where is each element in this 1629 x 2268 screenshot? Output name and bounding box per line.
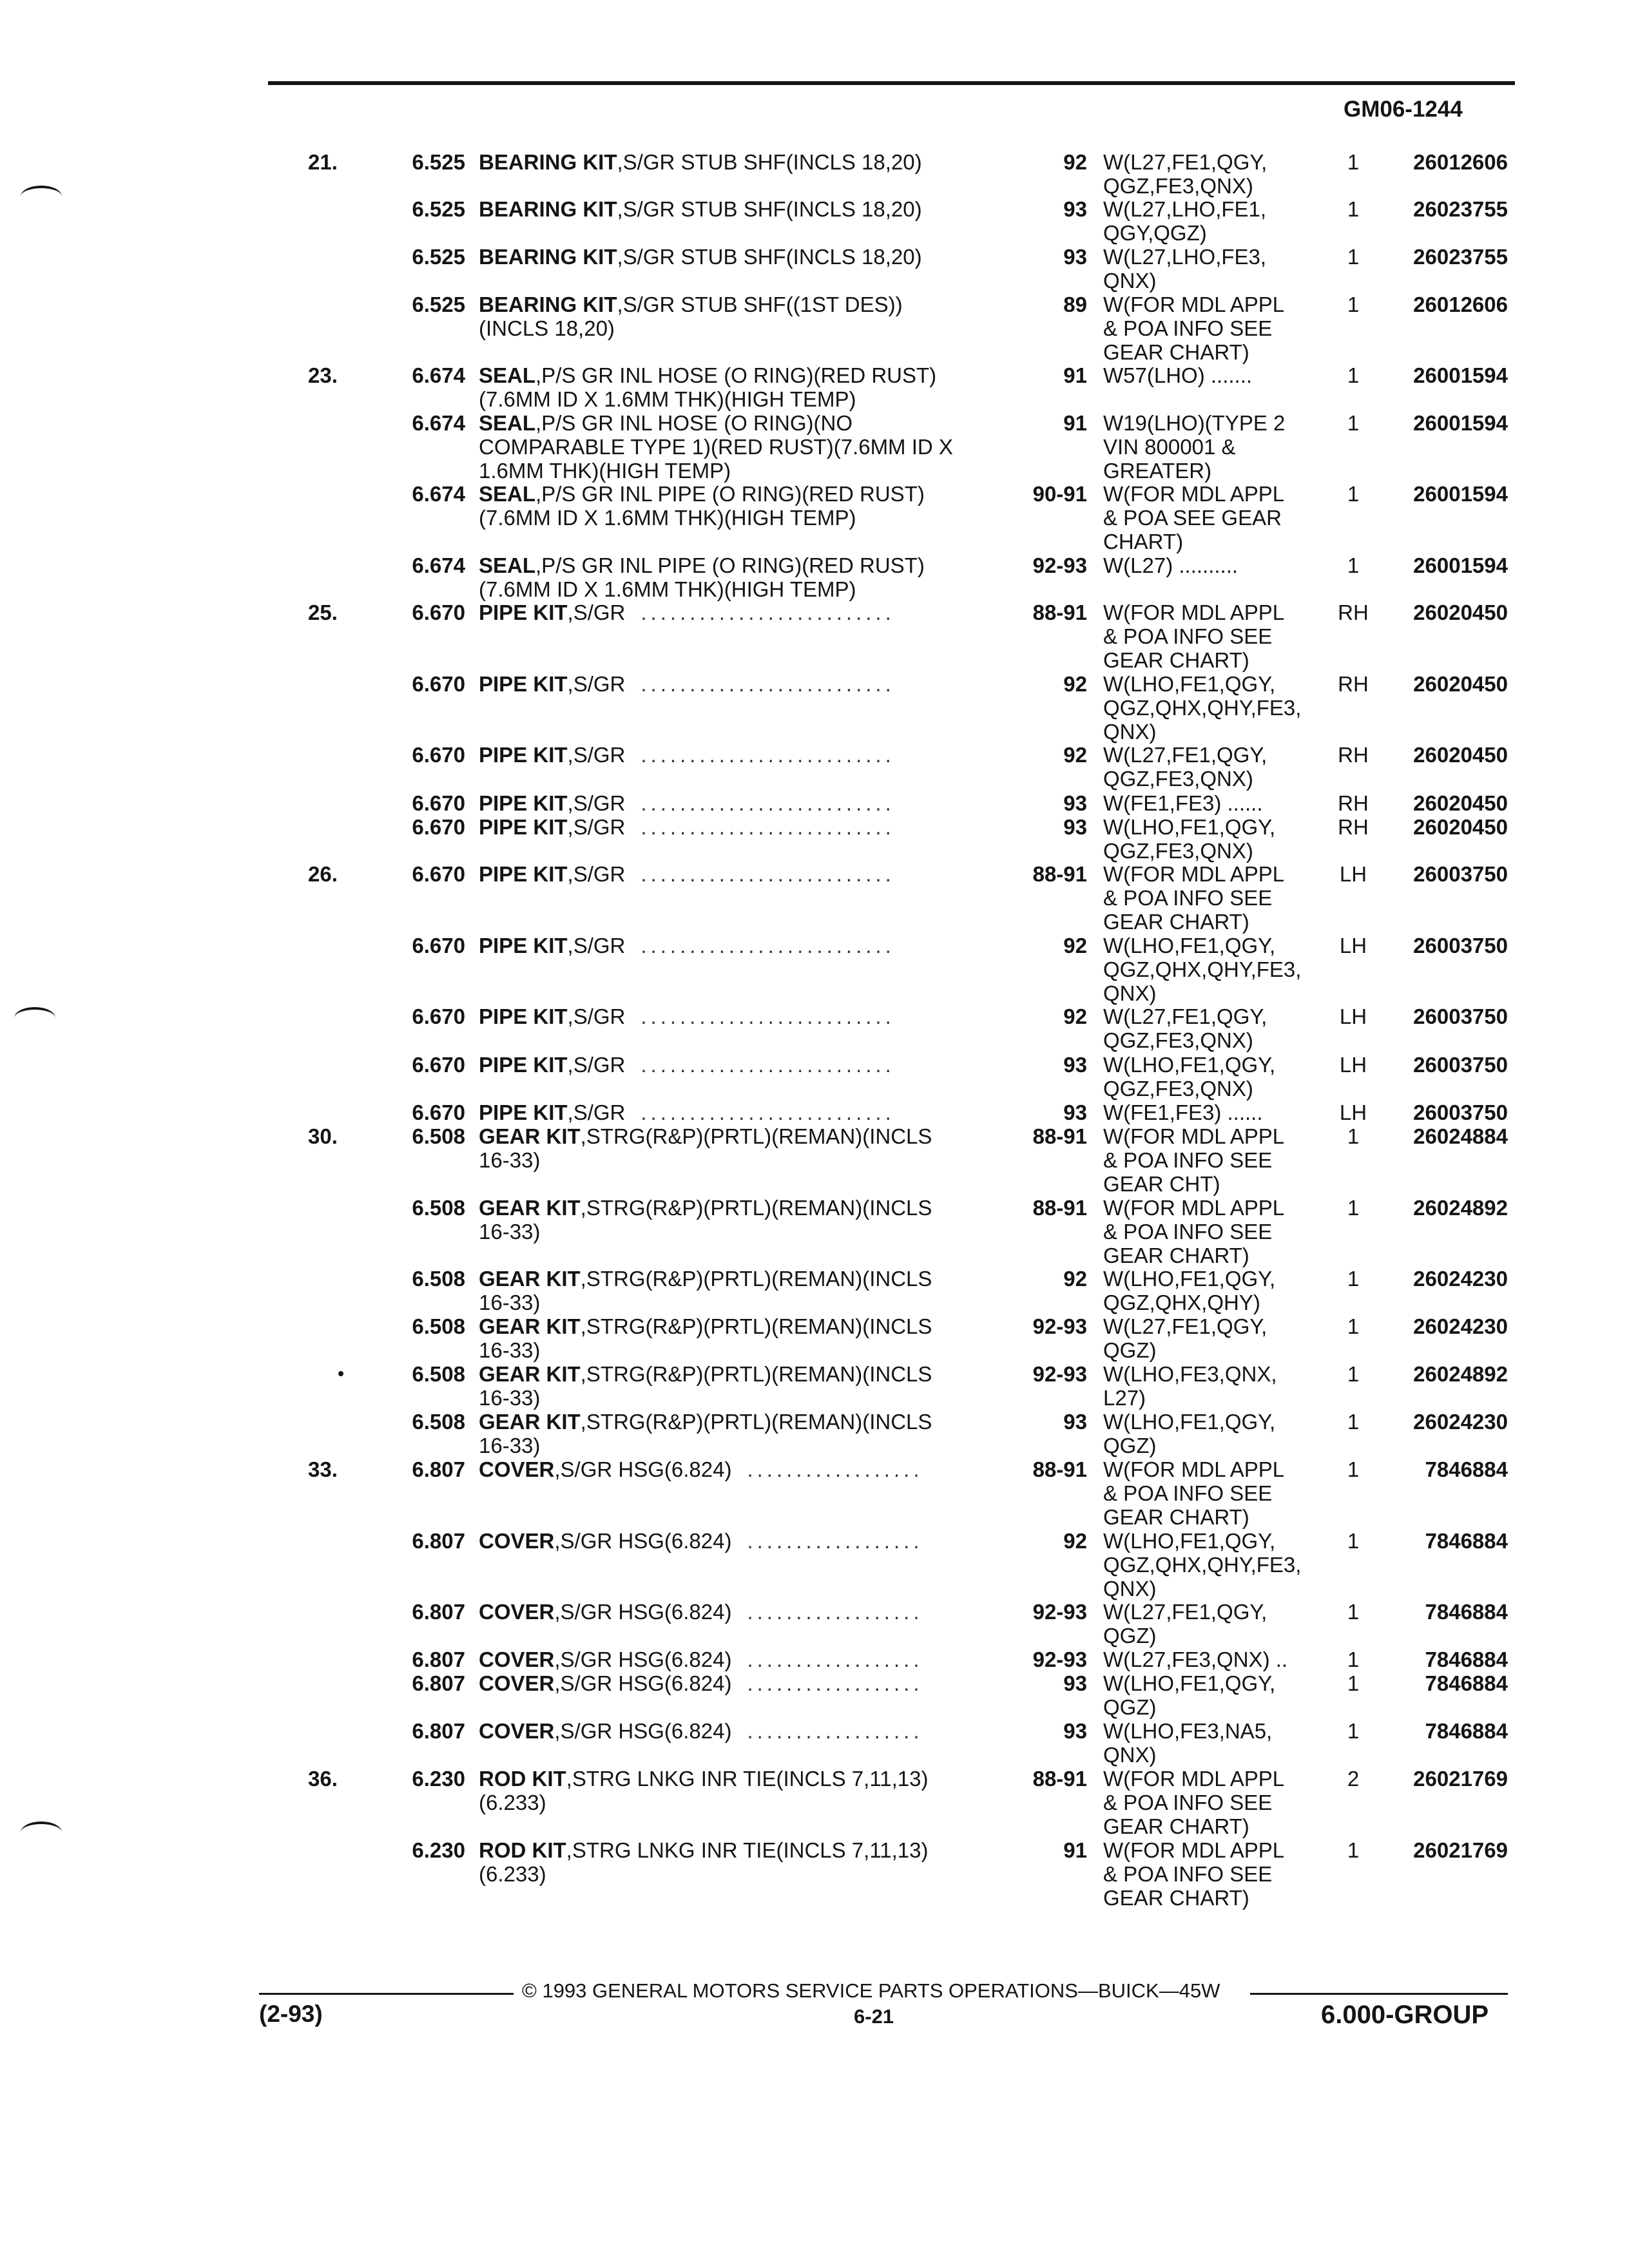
group-number: 6.508 <box>412 1196 465 1220</box>
quantity: 1 <box>1347 482 1360 506</box>
dot-leader: .......................... <box>641 743 895 767</box>
dot-leader: .................. <box>747 1648 923 1671</box>
part-detail: ,S/GR <box>567 601 626 624</box>
model-years: 92-93 <box>1032 1648 1087 1671</box>
part-name: BEARING KIT <box>479 197 617 221</box>
dot-leader: .................. <box>747 1600 923 1624</box>
part-name: SEAL <box>479 553 536 577</box>
group-number: 6.525 <box>412 245 465 269</box>
footer-rule-left <box>259 1993 514 1995</box>
model-years: 92-93 <box>1032 553 1087 577</box>
part-detail: ,S/GR <box>567 1004 626 1028</box>
model-years: 88-91 <box>1032 1767 1087 1791</box>
usage-codes: W(FOR MDL APPL & POA INFO SEE GEAR CHART) <box>1103 1838 1285 1910</box>
model-years: 92 <box>1063 934 1087 957</box>
footer-rule-right <box>1250 1993 1508 1995</box>
part-description <box>479 1267 1007 1314</box>
part-detail: ,P/S GR INL HOSE (O RING)(RED RUST) (7.6MM ID X 1.6MM THK)(HIGH TEMP) <box>479 363 937 411</box>
part-detail: ,STRG(R&P)(PRTL)(REMAN)(INCLS 16-33) <box>479 1314 932 1362</box>
part-name: COVER <box>479 1600 555 1624</box>
usage-codes: W(FE1,FE3) ...... <box>1103 1100 1263 1124</box>
usage-codes: W(L27,LHO,FE1, QGY,QGZ) <box>1103 197 1267 245</box>
dot-leader: .......................... <box>641 815 895 839</box>
part-number: 26020450 <box>1413 672 1508 696</box>
group-number: 6.670 <box>412 672 465 696</box>
dot-leader: .......................... <box>641 791 895 815</box>
quantity: 2 <box>1347 1767 1360 1791</box>
group-number: 6.807 <box>412 1648 465 1671</box>
usage-codes: W(L27,FE1,QGY, QGZ) <box>1103 1314 1268 1362</box>
quantity: 1 <box>1347 1600 1360 1624</box>
part-number: 26024230 <box>1413 1267 1508 1291</box>
usage-codes: W(FOR MDL APPL & POA INFO SEE GEAR CHART) <box>1103 1767 1285 1838</box>
group-number: 6.508 <box>412 1314 465 1338</box>
group-number: 6.670 <box>412 934 465 957</box>
quantity: 1 <box>1347 245 1360 269</box>
usage-codes: W(LHO,FE1,QGY, QGZ,FE3,QNX) <box>1103 1053 1276 1100</box>
part-description <box>479 363 1007 411</box>
part-description <box>479 1362 1007 1410</box>
quantity: RH <box>1338 672 1369 696</box>
dot-leader: .......................... <box>641 672 895 696</box>
part-number: 7846884 <box>1425 1648 1508 1671</box>
part-detail: ,S/GR <box>567 862 626 886</box>
quantity: LH <box>1339 1004 1367 1028</box>
part-description <box>479 197 1007 221</box>
part-description <box>479 1457 1007 1481</box>
dot-leader: .................. <box>747 1719 923 1743</box>
usage-codes: W(FOR MDL APPL & POA SEE GEAR CHART) <box>1103 482 1285 553</box>
part-description <box>479 1053 1007 1077</box>
usage-codes: W(FOR MDL APPL & POA INFO SEE GEAR CHART) <box>1103 1457 1285 1529</box>
quantity: 1 <box>1347 1314 1360 1338</box>
model-years: 88-91 <box>1032 1124 1087 1148</box>
dot-leader: .................. <box>747 1671 923 1695</box>
usage-codes: W(LHO,FE1,QGY, QGZ) <box>1103 1671 1276 1719</box>
part-number: 26024230 <box>1413 1410 1508 1434</box>
part-number: 26003750 <box>1413 934 1508 957</box>
part-number: 26003750 <box>1413 862 1508 886</box>
part-description <box>479 743 1007 767</box>
part-description <box>479 1124 1007 1172</box>
ref-number: 36. <box>308 1767 338 1791</box>
part-detail: ,S/GR <box>567 1053 626 1077</box>
part-number: 7846884 <box>1425 1600 1508 1624</box>
part-number: 7846884 <box>1425 1529 1508 1553</box>
quantity: 1 <box>1347 150 1360 174</box>
footer-page-number: 6-21 <box>854 2005 894 2028</box>
quantity: 1 <box>1347 411 1360 435</box>
usage-codes: W(L27,FE1,QGY, QGZ,FE3,QNX) <box>1103 743 1268 791</box>
model-years: 91 <box>1063 411 1087 435</box>
usage-codes: W(L27,FE1,QGY, QGZ,FE3,QNX) <box>1103 150 1268 198</box>
part-detail: ,S/GR STUB SHF(INCLS 18,20) <box>617 245 922 269</box>
ref-number: 23. <box>308 363 338 387</box>
usage-codes: W(LHO,FE1,QGY, QGZ) <box>1103 1410 1276 1457</box>
model-years: 88-91 <box>1032 862 1087 886</box>
quantity: RH <box>1338 815 1369 839</box>
part-name: COVER <box>479 1529 555 1553</box>
part-number: 26012606 <box>1413 293 1508 316</box>
part-name: GEAR KIT <box>479 1410 581 1434</box>
part-detail: ,S/GR <box>567 934 626 957</box>
part-detail: ,S/GR STUB SHF(INCLS 18,20) <box>617 150 922 174</box>
part-name: GEAR KIT <box>479 1196 581 1220</box>
footer-revision: (2-93) <box>259 2001 323 2027</box>
part-description <box>479 553 1007 601</box>
model-years: 93 <box>1063 1719 1087 1743</box>
usage-codes: W(FOR MDL APPL & POA INFO SEE GEAR CHT) <box>1103 1124 1285 1196</box>
model-years: 92 <box>1063 1004 1087 1028</box>
part-detail: ,STRG LNKG INR TIE(INCLS 7,11,13) (6.233) <box>479 1838 929 1886</box>
group-number: 6.670 <box>412 862 465 886</box>
quantity: 1 <box>1347 1671 1360 1695</box>
part-number: 7846884 <box>1425 1457 1508 1481</box>
quantity: RH <box>1338 743 1369 767</box>
group-number: 6.670 <box>412 815 465 839</box>
usage-codes: W(LHO,FE1,QGY, QGZ,FE3,QNX) <box>1103 815 1276 863</box>
part-number: 26003750 <box>1413 1100 1508 1124</box>
part-detail: ,S/GR <box>567 815 626 839</box>
ref-number: 21. <box>308 150 338 174</box>
part-name: SEAL <box>479 482 536 506</box>
part-name: GEAR KIT <box>479 1124 581 1148</box>
part-name: PIPE KIT <box>479 862 568 886</box>
part-detail: ,P/S GR INL HOSE (O RING)(NO COMPARABLE TYPE 1)(RED RUST)(7.6MM ID X 1.6MM THK)(HIGH TEMP) <box>479 411 953 483</box>
part-detail: ,S/GR HSG(6.824) <box>554 1457 732 1481</box>
group-number: 6.807 <box>412 1719 465 1743</box>
model-years: 93 <box>1063 1100 1087 1124</box>
group-number: 6.230 <box>412 1838 465 1862</box>
part-name: BEARING KIT <box>479 150 617 174</box>
group-number: 6.674 <box>412 411 465 435</box>
part-detail: ,S/GR HSG(6.824) <box>554 1719 732 1743</box>
quantity: 1 <box>1347 553 1360 577</box>
usage-codes: W(FE1,FE3) ...... <box>1103 791 1263 815</box>
part-detail: ,P/S GR INL PIPE (O RING)(RED RUST) (7.6MM ID X 1.6MM THK)(HIGH TEMP) <box>479 482 925 530</box>
group-number: 6.508 <box>412 1410 465 1434</box>
quantity: 1 <box>1347 1124 1360 1148</box>
model-years: 88-91 <box>1032 1457 1087 1481</box>
group-number: 6.508 <box>412 1362 465 1386</box>
part-name: COVER <box>479 1719 555 1743</box>
group-number: 6.670 <box>412 1053 465 1077</box>
part-name: GEAR KIT <box>479 1314 581 1338</box>
part-name: ROD KIT <box>479 1767 566 1791</box>
group-number: 6.674 <box>412 553 465 577</box>
part-detail: ,S/GR HSG(6.824) <box>554 1600 732 1624</box>
model-years: 92 <box>1063 1267 1087 1291</box>
dot-leader: .......................... <box>641 862 895 886</box>
quantity: 1 <box>1347 1529 1360 1553</box>
usage-codes: W(LHO,FE1,QGY, QGZ,QHX,QHY,FE3, QNX) <box>1103 934 1302 1005</box>
usage-codes: W(LHO,FE3,NA5, QNX) <box>1103 1719 1273 1767</box>
quantity: 1 <box>1347 1196 1360 1220</box>
part-number: 26020450 <box>1413 815 1508 839</box>
group-number: 6.807 <box>412 1529 465 1553</box>
part-name: PIPE KIT <box>479 1100 568 1124</box>
quantity: LH <box>1339 934 1367 957</box>
part-detail: ,S/GR <box>567 791 626 815</box>
quantity: LH <box>1339 862 1367 886</box>
part-detail: ,STRG(R&P)(PRTL)(REMAN)(INCLS 16-33) <box>479 1124 932 1172</box>
group-number: 6.670 <box>412 1004 465 1028</box>
quantity: 1 <box>1347 363 1360 387</box>
part-description <box>479 482 1007 530</box>
group-number: 6.807 <box>412 1671 465 1695</box>
document-code: GM06-1244 <box>1344 97 1463 122</box>
part-number: 26012606 <box>1413 150 1508 174</box>
model-years: 91 <box>1063 1838 1087 1862</box>
part-name: ROD KIT <box>479 1838 566 1862</box>
part-detail: ,S/GR HSG(6.824) <box>554 1648 732 1671</box>
part-name: BEARING KIT <box>479 245 617 269</box>
part-description <box>479 245 1007 269</box>
model-years: 93 <box>1063 245 1087 269</box>
part-detail: ,STRG LNKG INR TIE(INCLS 7,11,13) (6.233) <box>479 1767 929 1814</box>
model-years: 88-91 <box>1032 601 1087 624</box>
part-name: BEARING KIT <box>479 293 617 316</box>
part-name: SEAL <box>479 411 536 435</box>
group-number: 6.670 <box>412 601 465 624</box>
part-number: 26003750 <box>1413 1053 1508 1077</box>
quantity: RH <box>1338 791 1369 815</box>
part-description <box>479 934 1007 957</box>
part-description <box>479 293 1007 340</box>
usage-codes: W(L27,FE1,QGY, QGZ,FE3,QNX) <box>1103 1004 1268 1052</box>
part-number: 26001594 <box>1413 363 1508 387</box>
part-name: PIPE KIT <box>479 743 568 767</box>
quantity: 1 <box>1347 1410 1360 1434</box>
model-years: 92 <box>1063 150 1087 174</box>
usage-codes: W(LHO,FE1,QGY, QGZ,QHX,QHY,FE3, QNX) <box>1103 672 1302 744</box>
part-number: 26024892 <box>1413 1196 1508 1220</box>
part-number: 26020450 <box>1413 743 1508 767</box>
part-detail: ,P/S GR INL PIPE (O RING)(RED RUST) (7.6MM ID X 1.6MM THK)(HIGH TEMP) <box>479 553 925 601</box>
part-number: 26001594 <box>1413 411 1508 435</box>
usage-codes: W19(LHO)(TYPE 2 VIN 800001 & GREATER) <box>1103 411 1286 483</box>
part-description <box>479 601 1007 624</box>
dot-leader: .......................... <box>641 934 895 957</box>
quantity: 1 <box>1347 293 1360 316</box>
part-number: 26020450 <box>1413 601 1508 624</box>
part-detail: ,S/GR STUB SHF((1ST DES)) (INCLS 18,20) <box>479 293 903 340</box>
usage-codes: W(L27,LHO,FE3, QNX) <box>1103 245 1267 293</box>
model-years: 92-93 <box>1032 1600 1087 1624</box>
part-description <box>479 1410 1007 1457</box>
model-years: 88-91 <box>1032 1196 1087 1220</box>
dot-leader: .................. <box>747 1457 923 1481</box>
part-name: PIPE KIT <box>479 601 568 624</box>
part-description <box>479 1671 1007 1695</box>
part-detail: ,STRG(R&P)(PRTL)(REMAN)(INCLS 16-33) <box>479 1196 932 1244</box>
usage-codes: W57(LHO) ....... <box>1103 363 1253 387</box>
part-number: 26023755 <box>1413 245 1508 269</box>
quantity: 1 <box>1347 1267 1360 1291</box>
model-years: 91 <box>1063 363 1087 387</box>
part-description <box>479 791 1007 815</box>
group-number: 6.670 <box>412 743 465 767</box>
part-detail: ,S/GR <box>567 1100 626 1124</box>
part-name: SEAL <box>479 363 536 387</box>
bullet-mark <box>338 1371 343 1376</box>
ref-number: 26. <box>308 862 338 886</box>
part-number: 26024884 <box>1413 1124 1508 1148</box>
quantity: RH <box>1338 601 1369 624</box>
ref-number: 33. <box>308 1457 338 1481</box>
model-years: 90-91 <box>1032 482 1087 506</box>
quantity: 1 <box>1347 1719 1360 1743</box>
footer-group: 6.000-GROUP <box>1321 2001 1489 2029</box>
part-description <box>479 672 1007 696</box>
dot-leader: .......................... <box>641 1004 895 1028</box>
part-description <box>479 1100 1007 1124</box>
usage-codes: W(LHO,FE1,QGY, QGZ,QHX,QHY,FE3, QNX) <box>1103 1529 1302 1600</box>
quantity: 1 <box>1347 197 1360 221</box>
group-number: 6.508 <box>412 1267 465 1291</box>
quantity: LH <box>1339 1100 1367 1124</box>
part-description <box>479 1196 1007 1244</box>
usage-codes: W(LHO,FE1,QGY, QGZ,QHX,QHY) <box>1103 1267 1276 1314</box>
ref-number: 30. <box>308 1124 338 1148</box>
usage-codes: W(L27) .......... <box>1103 553 1239 577</box>
part-detail: ,STRG(R&P)(PRTL)(REMAN)(INCLS 16-33) <box>479 1362 932 1410</box>
quantity: 1 <box>1347 1362 1360 1386</box>
part-description <box>479 1004 1007 1028</box>
quantity: 1 <box>1347 1648 1360 1671</box>
part-number: 26024230 <box>1413 1314 1508 1338</box>
part-number: 26024892 <box>1413 1362 1508 1386</box>
group-number: 6.670 <box>412 791 465 815</box>
group-number: 6.674 <box>412 363 465 387</box>
group-number: 6.674 <box>412 482 465 506</box>
quantity: 1 <box>1347 1838 1360 1862</box>
part-number: 7846884 <box>1425 1719 1508 1743</box>
ref-number: 25. <box>308 601 338 624</box>
part-number: 26001594 <box>1413 482 1508 506</box>
part-detail: ,STRG(R&P)(PRTL)(REMAN)(INCLS 16-33) <box>479 1267 932 1314</box>
group-number: 6.807 <box>412 1457 465 1481</box>
part-description <box>479 1719 1007 1743</box>
usage-codes: W(L27,FE3,QNX) .. <box>1103 1648 1288 1671</box>
quantity: 1 <box>1347 1457 1360 1481</box>
part-description <box>479 1648 1007 1671</box>
part-detail: ,S/GR <box>567 672 626 696</box>
part-number: 26020450 <box>1413 791 1508 815</box>
usage-codes: W(L27,FE1,QGY, QGZ) <box>1103 1600 1268 1648</box>
group-number: 6.525 <box>412 150 465 174</box>
part-detail: ,S/GR STUB SHF(INCLS 18,20) <box>617 197 922 221</box>
part-number: 26001594 <box>1413 553 1508 577</box>
model-years: 92 <box>1063 672 1087 696</box>
part-description <box>479 411 1007 483</box>
model-years: 93 <box>1063 815 1087 839</box>
part-description <box>479 1600 1007 1624</box>
quantity: LH <box>1339 1053 1367 1077</box>
part-name: PIPE KIT <box>479 672 568 696</box>
part-number: 26021769 <box>1413 1767 1508 1791</box>
part-name: GEAR KIT <box>479 1267 581 1291</box>
part-description <box>479 1767 1007 1814</box>
model-years: 93 <box>1063 197 1087 221</box>
part-detail: ,S/GR <box>567 743 626 767</box>
part-detail: ,S/GR HSG(6.824) <box>554 1529 732 1553</box>
group-number: 6.670 <box>412 1100 465 1124</box>
part-number: 26021769 <box>1413 1838 1508 1862</box>
group-number: 6.807 <box>412 1600 465 1624</box>
part-description <box>479 150 1007 174</box>
part-number: 26003750 <box>1413 1004 1508 1028</box>
model-years: 93 <box>1063 1053 1087 1077</box>
footer-copyright: © 1993 GENERAL MOTORS SERVICE PARTS OPERATIONS—BUICK—45W <box>522 1979 1220 2002</box>
dot-leader: .......................... <box>641 1100 895 1124</box>
dot-leader: .......................... <box>641 601 895 624</box>
part-detail: ,STRG(R&P)(PRTL)(REMAN)(INCLS 16-33) <box>479 1410 932 1457</box>
part-name: PIPE KIT <box>479 791 568 815</box>
model-years: 93 <box>1063 1410 1087 1434</box>
part-description <box>479 1314 1007 1362</box>
usage-codes: W(FOR MDL APPL & POA INFO SEE GEAR CHART) <box>1103 601 1285 672</box>
group-number: 6.525 <box>412 197 465 221</box>
part-name: PIPE KIT <box>479 1053 568 1077</box>
part-name: COVER <box>479 1648 555 1671</box>
part-name: COVER <box>479 1671 555 1695</box>
part-name: PIPE KIT <box>479 815 568 839</box>
model-years: 93 <box>1063 791 1087 815</box>
dot-leader: .......................... <box>641 1053 895 1077</box>
usage-codes: W(FOR MDL APPL & POA INFO SEE GEAR CHART) <box>1103 862 1285 934</box>
part-description <box>479 862 1007 886</box>
group-number: 6.230 <box>412 1767 465 1791</box>
part-number: 26023755 <box>1413 197 1508 221</box>
part-name: COVER <box>479 1457 555 1481</box>
model-years: 93 <box>1063 1671 1087 1695</box>
model-years: 92 <box>1063 743 1087 767</box>
dot-leader: .................. <box>747 1529 923 1553</box>
model-years: 92 <box>1063 1529 1087 1553</box>
part-name: PIPE KIT <box>479 934 568 957</box>
model-years: 92-93 <box>1032 1314 1087 1338</box>
part-description <box>479 815 1007 839</box>
part-description <box>479 1529 1007 1553</box>
model-years: 92-93 <box>1032 1362 1087 1386</box>
group-number: 6.508 <box>412 1124 465 1148</box>
part-detail: ,S/GR HSG(6.824) <box>554 1671 732 1695</box>
usage-codes: W(FOR MDL APPL & POA INFO SEE GEAR CHART) <box>1103 293 1285 364</box>
part-number: 7846884 <box>1425 1671 1508 1695</box>
part-name: GEAR KIT <box>479 1362 581 1386</box>
model-years: 89 <box>1063 293 1087 316</box>
part-name: PIPE KIT <box>479 1004 568 1028</box>
usage-codes: W(FOR MDL APPL & POA INFO SEE GEAR CHART) <box>1103 1196 1285 1267</box>
part-description <box>479 1838 1007 1886</box>
usage-codes: W(LHO,FE3,QNX, L27) <box>1103 1362 1277 1410</box>
group-number: 6.525 <box>412 293 465 316</box>
